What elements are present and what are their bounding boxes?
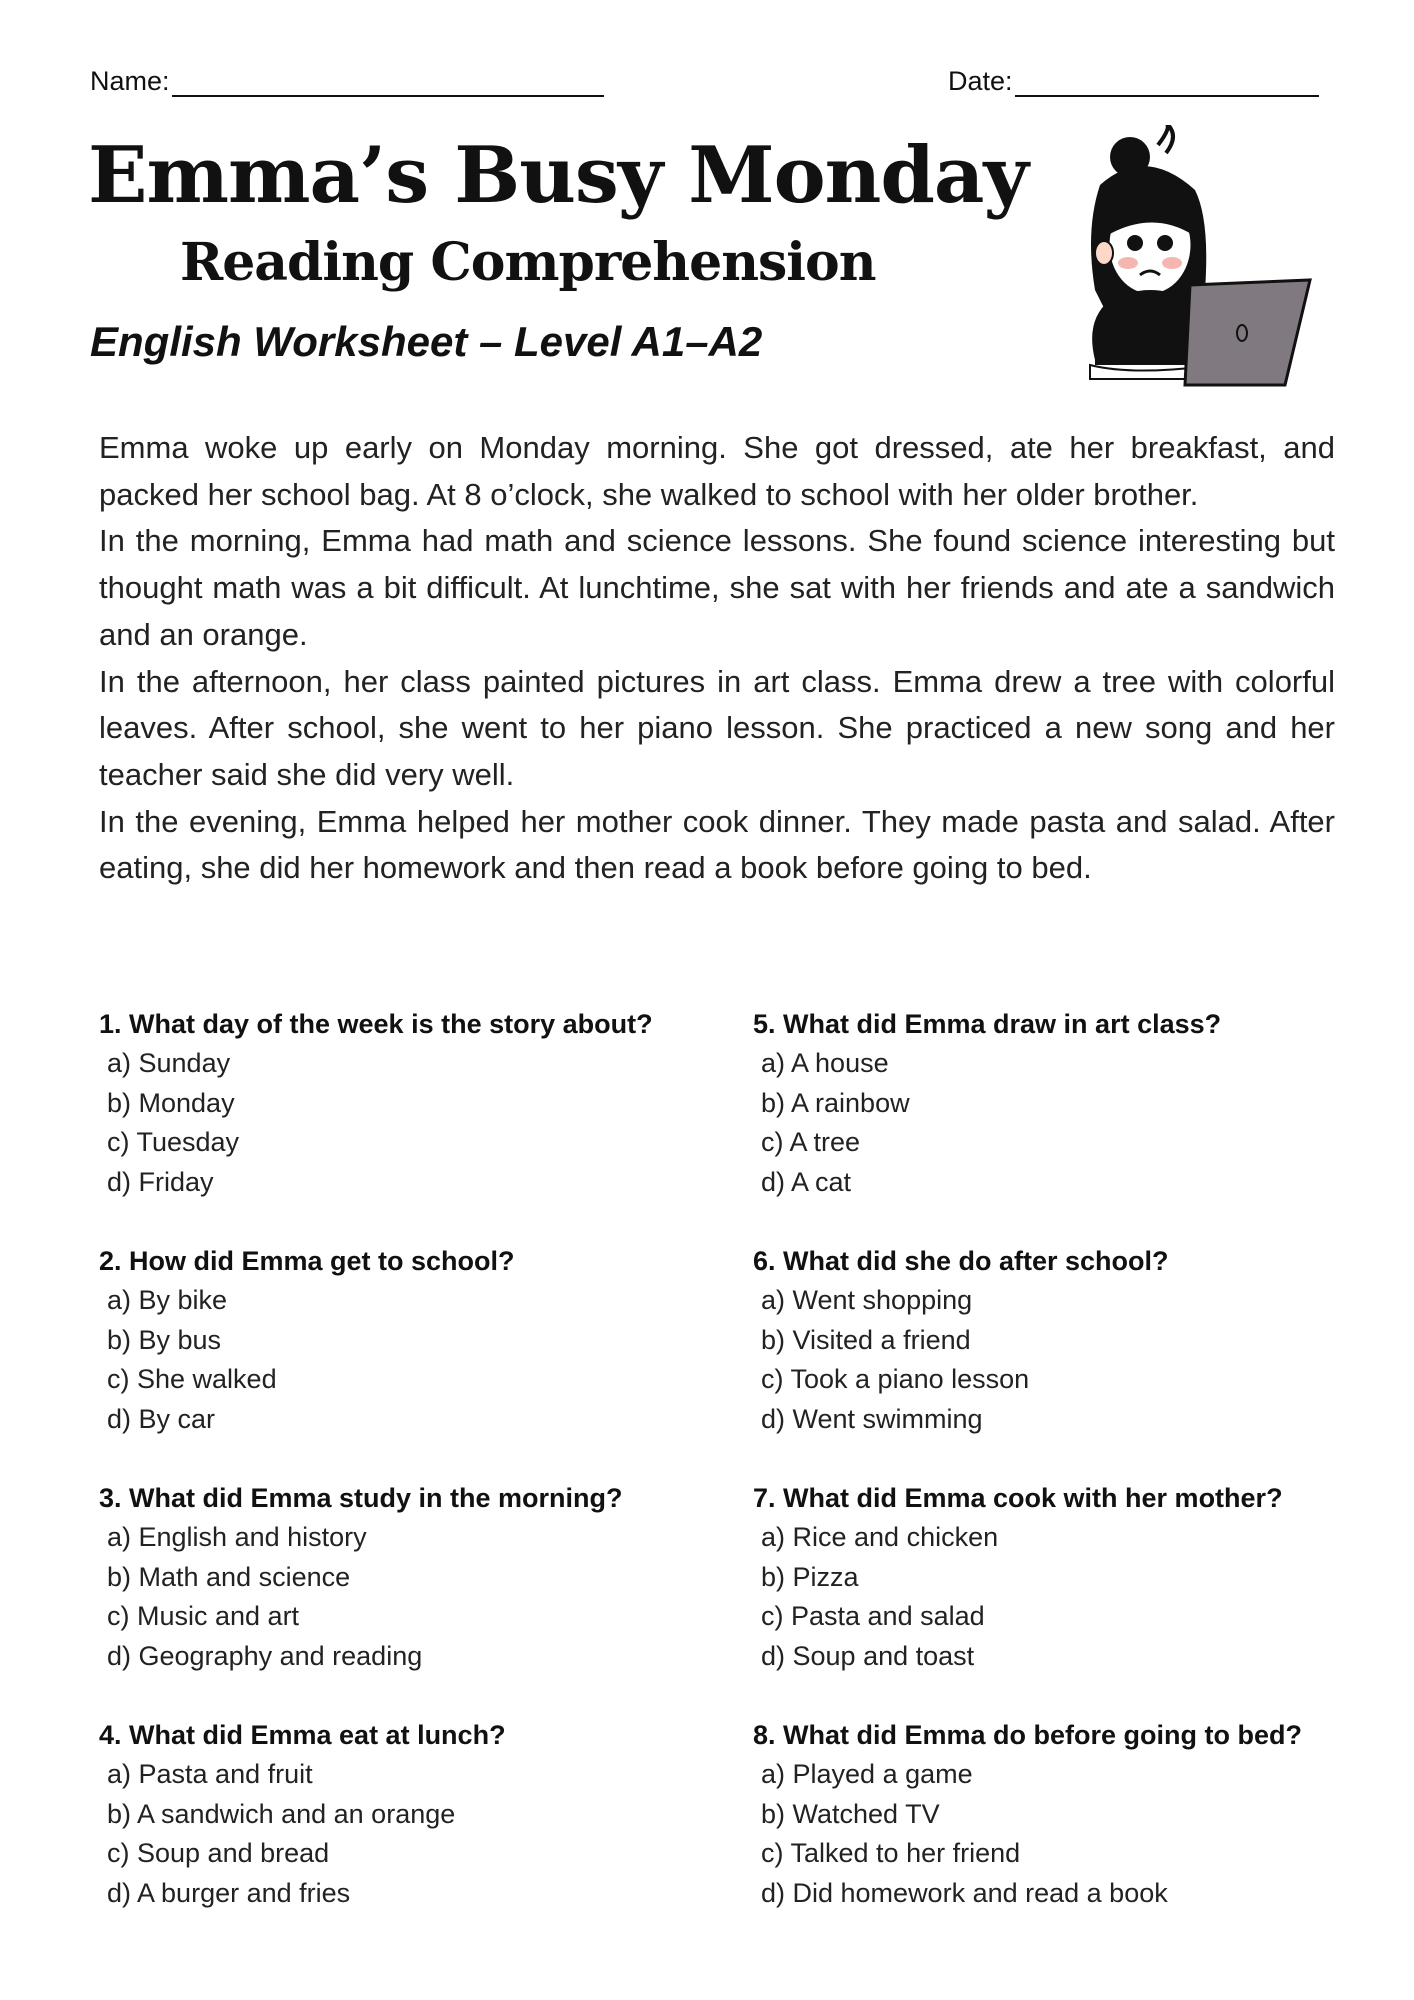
answer-option[interactable]: d) Friday — [107, 1166, 214, 1197]
question-text: 5. What did Emma draw in art class? — [753, 1009, 1222, 1039]
question-text: 3. What did Emma study in the morning? — [99, 1483, 623, 1513]
name-input-line[interactable] — [172, 69, 604, 97]
answer-option[interactable]: d) A cat — [761, 1166, 852, 1197]
question-5 — [753, 1005, 1393, 1202]
question-text: 4. What did Emma eat at lunch? — [99, 1720, 506, 1750]
answer-option[interactable]: b) A rainbow — [761, 1087, 910, 1118]
answer-option[interactable]: c) Pasta and salad — [761, 1601, 985, 1631]
question-4 — [99, 1716, 739, 1913]
worksheet-level: English Worksheet – Level A1–A2 — [90, 318, 763, 365]
question-6 — [753, 1242, 1393, 1439]
question-1 — [99, 1005, 739, 1202]
answer-option[interactable]: d) Did homework and read a book — [761, 1877, 1168, 1908]
answer-option[interactable]: c) Tuesday — [107, 1127, 240, 1157]
answer-option[interactable]: a) Pasta and fruit — [107, 1759, 313, 1789]
question-text: 2. How did Emma get to school? — [99, 1246, 515, 1276]
question-text: 1. What day of the week is the story about? — [99, 1009, 653, 1039]
date-input-line[interactable] — [1015, 69, 1319, 97]
answer-option[interactable]: a) Played a game — [761, 1759, 973, 1789]
question-text: 8. What did Emma do before going to bed? — [753, 1720, 1302, 1750]
question-text: 7. What did Emma cook with her mother? — [753, 1483, 1283, 1513]
answer-option[interactable]: b) A sandwich and an orange — [107, 1798, 456, 1829]
answer-option[interactable]: c) Took a piano lesson — [761, 1364, 1030, 1394]
story-paragraph: Emma woke up early on Monday morning. She got dressed, ate her breakfast, and packed her school bag. At 8 o’clock, she walked to school with her older brother. — [99, 430, 1335, 512]
date-label: Date: — [948, 66, 1013, 96]
name-field[interactable] — [90, 66, 604, 97]
answer-option[interactable]: b) Pizza — [761, 1561, 859, 1592]
answer-option[interactable]: c) A tree — [761, 1127, 861, 1157]
answer-option[interactable]: d) Went swimming — [761, 1403, 983, 1434]
answer-option[interactable]: c) Talked to her friend — [761, 1838, 1021, 1868]
date-field[interactable] — [948, 66, 1319, 97]
answer-option[interactable]: d) By car — [107, 1403, 216, 1434]
answer-option[interactable]: b) Monday — [107, 1087, 235, 1118]
answer-option[interactable]: d) Geography and reading — [107, 1640, 423, 1671]
story-paragraph: In the evening, Emma helped her mother cook dinner. They made pasta and salad. After eating, she did her homework and then read a book before going to bed. — [99, 803, 1335, 886]
question-text: 6. What did she do after school? — [753, 1246, 1169, 1276]
answer-option[interactable]: d) Soup and toast — [761, 1640, 975, 1671]
answer-option[interactable]: b) Visited a friend — [761, 1324, 971, 1355]
worksheet-subtitle: Reading Comprehension — [180, 232, 876, 293]
answer-option[interactable]: a) A house — [761, 1048, 889, 1078]
answer-option[interactable]: c) She walked — [107, 1364, 277, 1394]
answer-option[interactable]: b) By bus — [107, 1324, 222, 1355]
story-paragraph: In the afternoon, her class painted pictures in art class. Emma drew a tree with colorful leaves. After school, she went to her piano lesson. She practiced a new song and her teacher said she did very well. — [99, 663, 1335, 792]
girl-with-laptop-illustration — [1060, 125, 1320, 390]
answer-option[interactable]: c) Music and art — [107, 1601, 300, 1631]
answer-option[interactable]: a) By bike — [107, 1285, 228, 1315]
answer-option[interactable]: b) Math and science — [107, 1561, 351, 1592]
answer-option[interactable]: a) Rice and chicken — [761, 1522, 999, 1552]
answer-option[interactable]: d) A burger and fries — [107, 1877, 351, 1908]
question-7 — [753, 1479, 1393, 1676]
name-label: Name: — [90, 66, 170, 96]
question-3 — [99, 1479, 739, 1676]
story-text — [99, 425, 1335, 892]
answer-option[interactable]: a) Went shopping — [761, 1285, 973, 1315]
answer-option[interactable]: a) Sunday — [107, 1048, 231, 1078]
answer-option[interactable]: a) English and history — [107, 1522, 367, 1552]
story-paragraph: In the morning, Emma had math and science lessons. She found science interesting but thought math was a bit difficult. At lunchtime, she sat with her friends and ate a sandwich and an orange. — [99, 523, 1335, 652]
answer-option[interactable]: c) Soup and bread — [107, 1838, 330, 1868]
question-2 — [99, 1242, 739, 1439]
question-8 — [753, 1716, 1393, 1913]
answer-option[interactable]: b) Watched TV — [761, 1798, 940, 1829]
worksheet-title: Emma’s Busy Monday — [88, 130, 1028, 221]
